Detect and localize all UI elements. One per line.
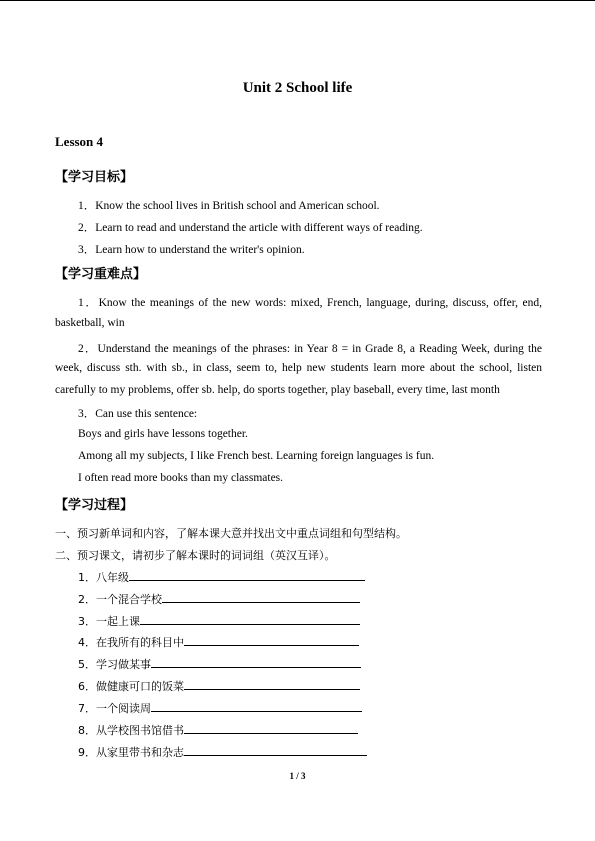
exercise-prompt: 1．八年级 xyxy=(78,571,129,584)
exercise-prompt: 8．从学校图书馆借书 xyxy=(78,724,184,737)
answer-blank[interactable] xyxy=(184,678,360,690)
goal-item: 2．Learn to read and understand the article with different ways of reading. xyxy=(78,222,423,234)
process-heading: 【学习过程】 xyxy=(55,498,134,513)
goal-item: 1．Know the school lives in British school and American school. xyxy=(78,200,380,212)
answer-blank[interactable] xyxy=(184,722,358,734)
key-points-heading: 【学习重难点】 xyxy=(55,267,147,282)
exercise-prompt: 4．在我所有的科目中 xyxy=(78,636,184,649)
exercise-item xyxy=(78,569,365,585)
answer-blank[interactable] xyxy=(184,634,359,646)
lesson-label: Lesson 4 xyxy=(55,134,104,149)
key-point-3: 3．Can use this sentence: xyxy=(78,408,198,420)
exercise-item xyxy=(78,722,358,738)
answer-blank[interactable] xyxy=(184,744,367,756)
exercise-prompt: 7．一个阅读周 xyxy=(78,702,151,715)
goal-item: 3．Learn how to understand the writer's opinion. xyxy=(78,244,305,256)
exercise-item xyxy=(78,744,367,760)
key-point-2-line-1: 2．Understand the meanings of the phrases: in Year 8 = in Grade 8, a Reading Week, during the xyxy=(78,343,542,355)
key-point-1-line-2: basketball, win xyxy=(55,317,125,329)
header-rule xyxy=(0,0,595,1)
key-point-2-line-2: week, discuss sth. with sb., in class, seem to, help new students learn more about the school, listen xyxy=(55,362,542,374)
exercise-item xyxy=(78,700,362,716)
example-sentence: Boys and girls have lessons together. xyxy=(78,428,248,440)
exercise-item xyxy=(78,613,360,629)
goals-heading: 【学习目标】 xyxy=(55,170,134,185)
exercise-prompt: 2．一个混合学校 xyxy=(78,593,162,606)
example-sentence: I often read more books than my classmates. xyxy=(78,472,284,484)
exercise-prompt: 3．一起上课 xyxy=(78,615,140,628)
example-sentence: Among all my subjects, I like French best. Learning foreign languages is fun. xyxy=(78,450,435,462)
answer-blank[interactable] xyxy=(151,700,362,712)
exercise-item xyxy=(78,634,359,650)
exercise-prompt: 5．学习做某事 xyxy=(78,658,151,671)
exercise-prompt: 6．做健康可口的饭菜 xyxy=(78,680,184,693)
answer-blank[interactable] xyxy=(151,656,361,668)
page-number: 1 / 3 xyxy=(289,771,306,781)
process-step: 一、预习新单词和内容，了解本课大意并找出文中重点词组和句型结构。 xyxy=(55,527,407,540)
exercise-item xyxy=(78,591,360,607)
key-point-2-line-3: carefully to my problems, offer sb. help, do sports together, play baseball, every time, last month xyxy=(55,384,500,396)
answer-blank[interactable] xyxy=(129,569,365,581)
answer-blank[interactable] xyxy=(162,591,360,603)
exercise-item xyxy=(78,678,360,694)
key-point-1-line-1: 1．Know the meanings of the new words: mixed, French, language, during, discuss, offer, end, xyxy=(78,297,542,309)
exercise-prompt: 9．从家里带书和杂志 xyxy=(78,746,184,759)
exercise-item xyxy=(78,656,361,672)
answer-blank[interactable] xyxy=(140,613,360,625)
document-title: Unit 2 School life xyxy=(242,80,353,96)
process-step: 二、预习课文，请初步了解本课时的词词组（英汉互译）。 xyxy=(55,549,336,562)
